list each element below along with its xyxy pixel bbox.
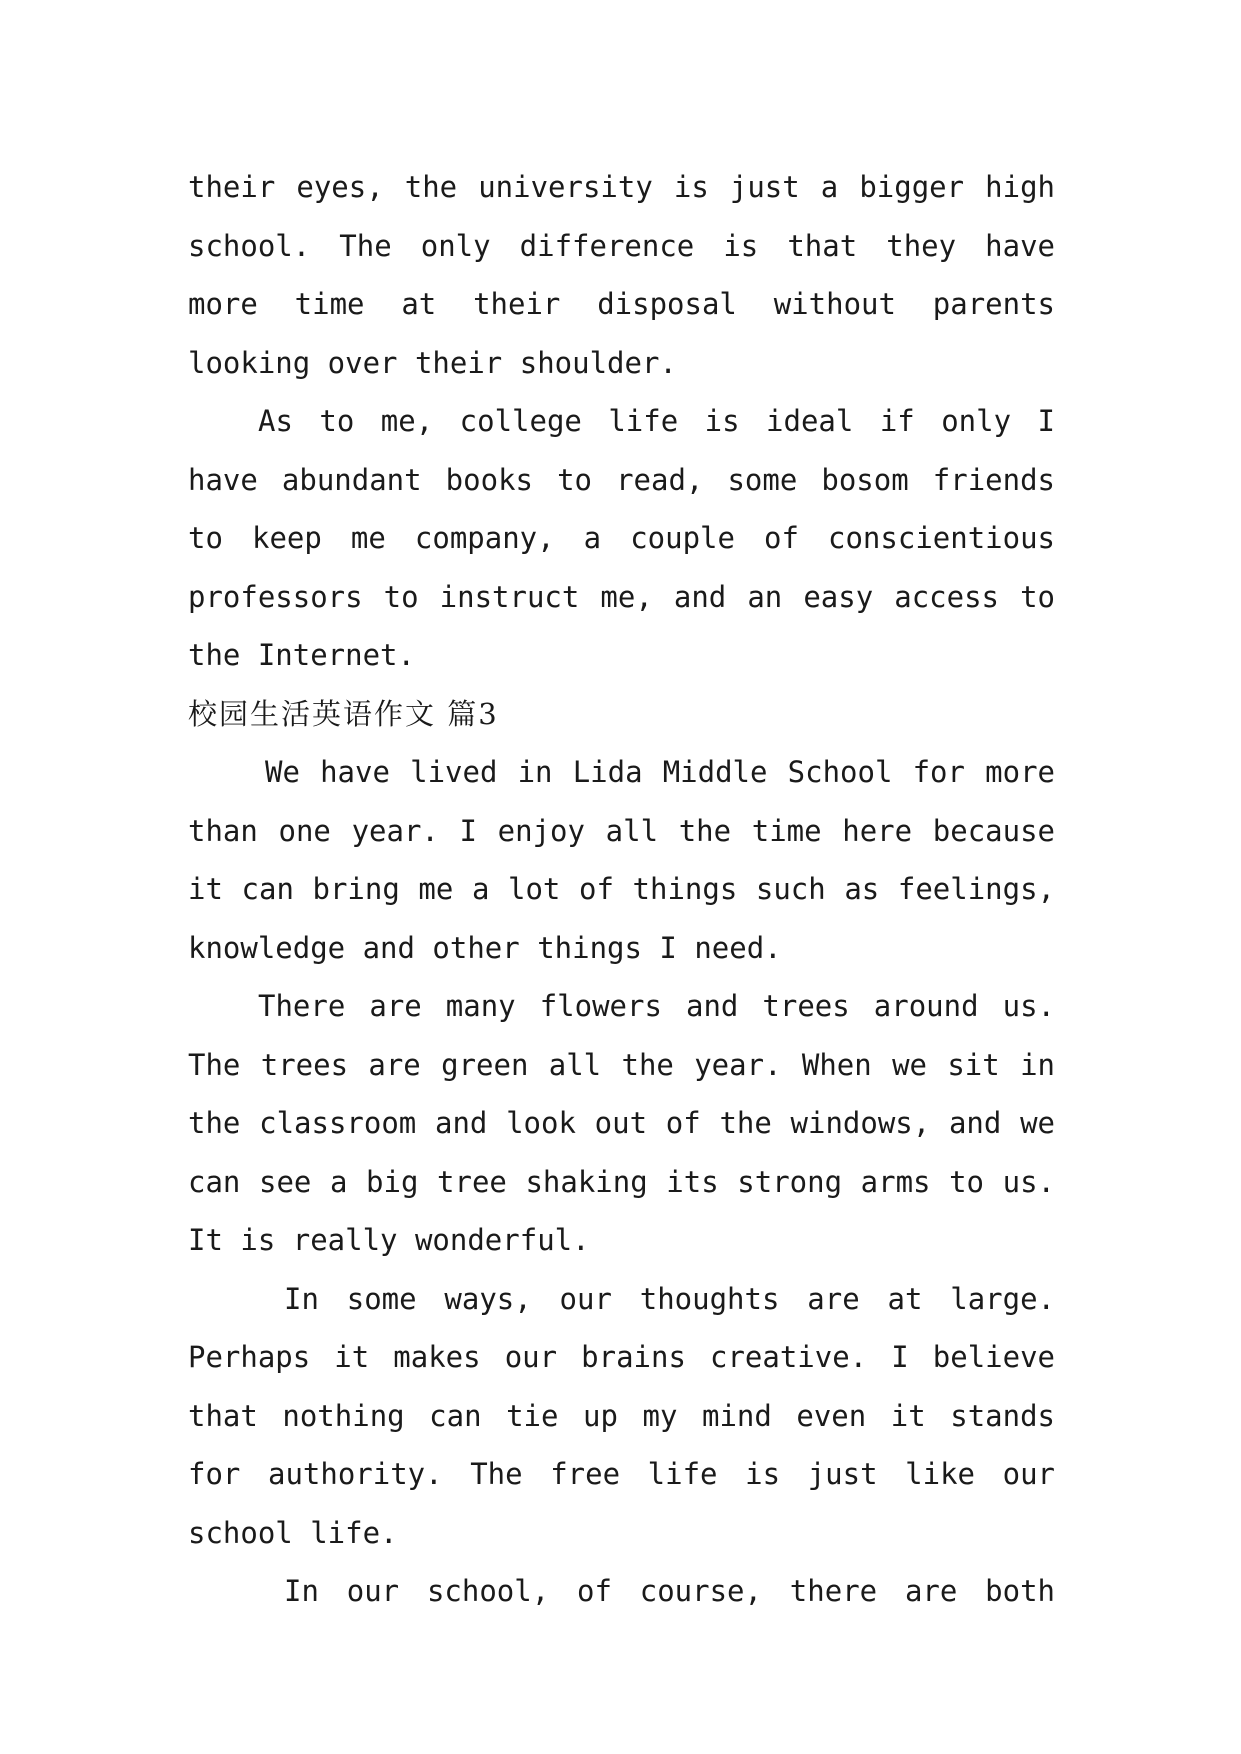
paragraph-thoughts: In some ways, our thoughts are at large. Perhaps it makes our brains creative. I believe that nothing can tie up my mind even it stands for authority. The free life is just like our school life. [188, 1281, 1055, 1550]
paragraph-our-school: In our school, of course, there are both [284, 1574, 1055, 1608]
document-body [188, 158, 1055, 1621]
paragraph-lida-school: We have lived in Lida Middle School for more than one year. I enjoy all the time here because it can bring me a lot of things such as feelings, knowledge and other things I need. [188, 755, 1055, 965]
paragraph-flowers-trees: There are many flowers and trees around us. The trees are green all the year. When we sit in the classroom and look out of the windows, and we can see a big tree shaking its strong arms to us. It is really wonderful. [188, 989, 1055, 1257]
paragraph-continued: their eyes, the university is just a bigger high school. The only difference is that they have more time at their disposal without parents looking over their shoulder. [188, 170, 1055, 380]
paragraph-college-life: As to me, college life is ideal if only I have abundant books to read, some bosom friends to keep me company, a couple of conscientious professors to instruct me, and an easy access to the Internet. [188, 404, 1055, 672]
section-heading: 校园生活英语作文 篇3 [188, 696, 499, 731]
